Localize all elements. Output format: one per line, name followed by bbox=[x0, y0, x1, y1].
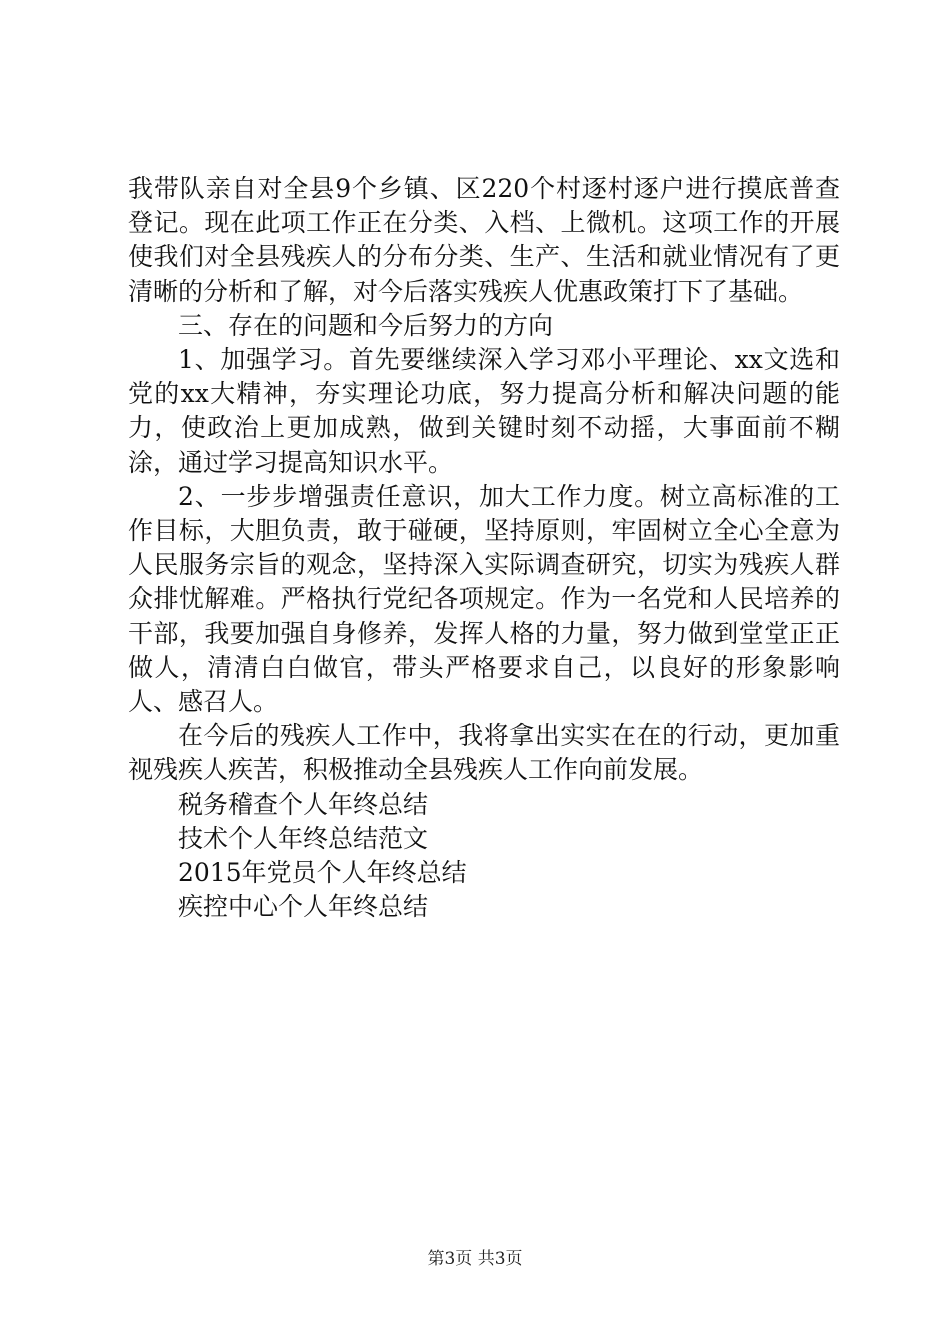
related-article-link[interactable]: 税务稽查个人年终总结 bbox=[178, 789, 429, 819]
related-article-link[interactable]: 2015年党员个人年终总结 bbox=[178, 858, 467, 888]
body-paragraph: 在今后的残疾人工作中，我将拿出实实在在的行动，更加重视残疾人疾苦，积极推动全县残疾人工作向前发展。 bbox=[128, 721, 840, 785]
section-heading: 三、存在的问题和今后努力的方向 bbox=[178, 310, 554, 340]
document-body bbox=[128, 172, 840, 924]
related-article-link[interactable]: 技术个人年终总结范文 bbox=[178, 823, 429, 853]
body-paragraph: 我带队亲自对全县9个乡镇、区220个村逐村逐户进行摸底普查登记。现在此项工作正在分类、入档、上微机。这项工作的开展使我们对全县残疾人的分布分类、生产、生活和就业情况有了更清晰的分析和了解，对今后落实残疾人优惠政策打下了基础。 bbox=[128, 174, 840, 306]
body-paragraph: 2、一步步增强责任意识，加大工作力度。树立高标准的工作目标，大胆负责，敢于碰硬，坚持原则，牢固树立全心全意为人民服务宗旨的观念，坚持深入实际调查研究，切实为残疾人群众排忧解难。严格执行党纪各项规定。作为一名党和人民培养的干部，我要加强自身修养，发挥人格的力量，努力做到堂堂正正做人，清清白白做官，带头严格要求自己，以良好的形象影响人、感召人。 bbox=[128, 481, 840, 717]
body-paragraph: 1、加强学习。首先要继续深入学习邓小平理论、xx文选和党的xx大精神，夯实理论功底，努力提高分析和解决问题的能力，使政治上更加成熟，做到关键时刻不动摇，大事面前不糊涂，通过学习提高知识水平。 bbox=[128, 345, 840, 477]
related-article-link[interactable]: 疾控中心个人年终总结 bbox=[178, 892, 429, 922]
page-number: 第3页 共3页 bbox=[427, 1249, 523, 1269]
